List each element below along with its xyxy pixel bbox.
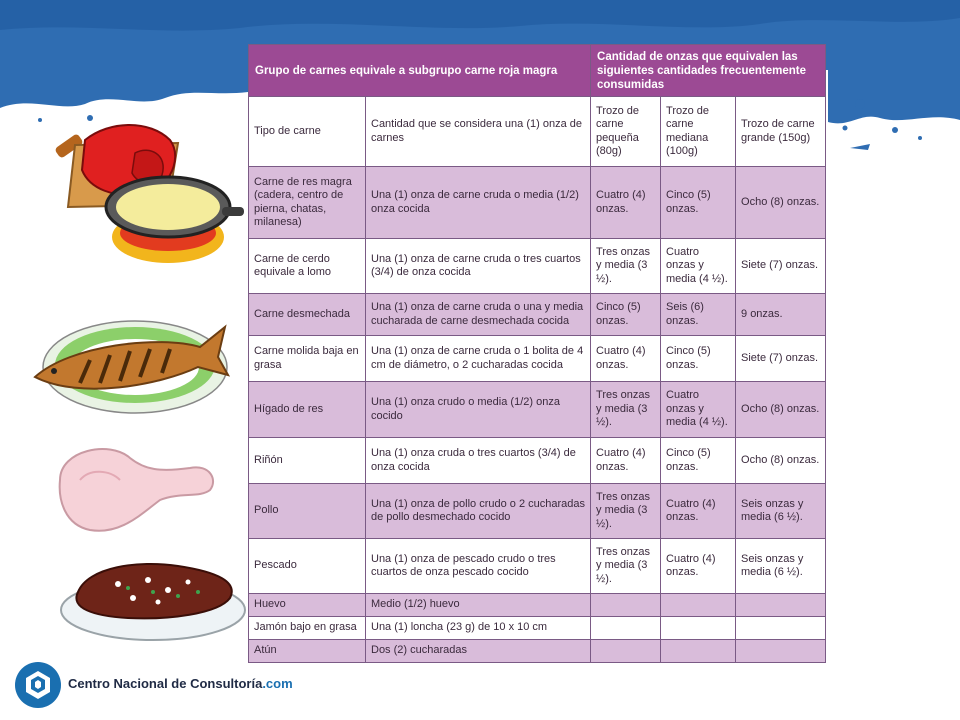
table-cell: Cuatro onzas y media (4 ½).: [661, 382, 736, 438]
table-row: [249, 336, 826, 382]
table-cell: Una (1) onza de carne cruda o 1 bolita de 4 cm de diámetro, o 2 cucharadas cocida: [366, 336, 591, 382]
table-cell: Cinco (5) onzas.: [661, 167, 736, 239]
table-row: [249, 617, 826, 640]
meat-with-sauce-illustration: [58, 552, 248, 642]
table-cell: Tres onzas y media (3 ½).: [591, 539, 661, 594]
table-cell: Medio (1/2) huevo: [366, 594, 591, 617]
table-cell: Trozo de carne grande (150g): [736, 97, 826, 167]
table-cell: Huevo: [249, 594, 366, 617]
table-row: [249, 294, 826, 336]
table-cell: Tres onzas y media (3 ½).: [591, 382, 661, 438]
table-cell: [591, 640, 661, 663]
table-cell: Una (1) onza de pollo crudo o 2 cucharadas de pollo desmechado cocido: [366, 484, 591, 539]
table-cell: Carne molida baja en grasa: [249, 336, 366, 382]
chicken-leg-illustration: [50, 440, 220, 540]
table-cell: Cinco (5) onzas.: [591, 294, 661, 336]
table-cell: Trozo de carne pequeña (80g): [591, 97, 661, 167]
company-name: [68, 676, 293, 691]
table-cell: Cuatro (4) onzas.: [591, 336, 661, 382]
table-cell: Carne desmechada: [249, 294, 366, 336]
table-cell: [591, 617, 661, 640]
table-cell: Cantidad que se considera una (1) onza de carnes: [366, 97, 591, 167]
table-row: [249, 539, 826, 594]
table-cell: Ocho (8) onzas.: [736, 167, 826, 239]
table-header-right: Cantidad de onzas que equivalen las siguientes cantidades frecuentemente consumidas: [591, 45, 826, 97]
table-cell: Tipo de carne: [249, 97, 366, 167]
table-cell: [661, 640, 736, 663]
company-logo-icon: [14, 661, 62, 709]
grilled-fish-illustration: [30, 305, 230, 420]
table-cell: [661, 594, 736, 617]
table-cell: Hígado de res: [249, 382, 366, 438]
table-cell: Cinco (5) onzas.: [661, 336, 736, 382]
meat-portion-table: [248, 44, 825, 663]
table-cell: [736, 594, 826, 617]
meat-on-board-illustration: [50, 115, 245, 275]
table-cell: Una (1) loncha (23 g) de 10 x 10 cm: [366, 617, 591, 640]
table-cell: Dos (2) cucharadas: [366, 640, 591, 663]
table-cell: Ocho (8) onzas.: [736, 438, 826, 484]
table-cell: [661, 617, 736, 640]
company-name-suffix: .com: [262, 676, 293, 691]
table-row: [249, 239, 826, 294]
table-row: [249, 438, 826, 484]
table-cell: Siete (7) onzas.: [736, 239, 826, 294]
table-cell: Cuatro (4) onzas.: [661, 539, 736, 594]
table-cell: Seis onzas y media (6 ½).: [736, 539, 826, 594]
table-row: [249, 484, 826, 539]
table-cell: Ocho (8) onzas.: [736, 382, 826, 438]
table-cell: Tres onzas y media (3 ½).: [591, 484, 661, 539]
table-cell: Cuatro (4) onzas.: [591, 438, 661, 484]
table-cell: Una (1) onza cruda o tres cuartos (3/4) de onza cocida: [366, 438, 591, 484]
table-row: [249, 167, 826, 239]
table-cell: Una (1) onza de pescado crudo o tres cuartos de onza pescado cocido: [366, 539, 591, 594]
table-cell: Cinco (5) onzas.: [661, 438, 736, 484]
table-cell: Cuatro onzas y media (4 ½).: [661, 239, 736, 294]
table-cell: Una (1) onza de carne cruda o una y media cucharada de carne desmechada cocida: [366, 294, 591, 336]
table-cell: Una (1) onza crudo o media (1/2) onza cocido: [366, 382, 591, 438]
table-cell: Riñón: [249, 438, 366, 484]
table-cell: Pollo: [249, 484, 366, 539]
table-cell: Trozo de carne mediana (100g): [661, 97, 736, 167]
table-cell: Una (1) onza de carne cruda o tres cuartos (3/4) de onza cocida: [366, 239, 591, 294]
table-cell: Pescado: [249, 539, 366, 594]
table-cell: 9 onzas.: [736, 294, 826, 336]
table-cell: Siete (7) onzas.: [736, 336, 826, 382]
company-name-main: Centro Nacional de Consultoría: [68, 676, 263, 691]
table-row: [249, 382, 826, 438]
table-cell: [591, 594, 661, 617]
table-cell: Seis (6) onzas.: [661, 294, 736, 336]
table-row: [249, 97, 826, 167]
table-cell: Cuatro (4) onzas.: [661, 484, 736, 539]
table-cell: Jamón bajo en grasa: [249, 617, 366, 640]
table-row: [249, 640, 826, 663]
table-row: [249, 594, 826, 617]
table-cell: [736, 640, 826, 663]
table-header-left: Grupo de carnes equivale a subgrupo carne roja magra: [249, 45, 591, 97]
table-cell: Seis onzas y media (6 ½).: [736, 484, 826, 539]
table-cell: Tres onzas y media (3 ½).: [591, 239, 661, 294]
table-cell: Cuatro (4) onzas.: [591, 167, 661, 239]
table-cell: Una (1) onza de carne cruda o media (1/2) onza cocida: [366, 167, 591, 239]
table-cell: [736, 617, 826, 640]
table-cell: Atún: [249, 640, 366, 663]
table-cell: Carne de cerdo equivale a lomo: [249, 239, 366, 294]
table-cell: Carne de res magra (cadera, centro de pierna, chatas, milanesa): [249, 167, 366, 239]
